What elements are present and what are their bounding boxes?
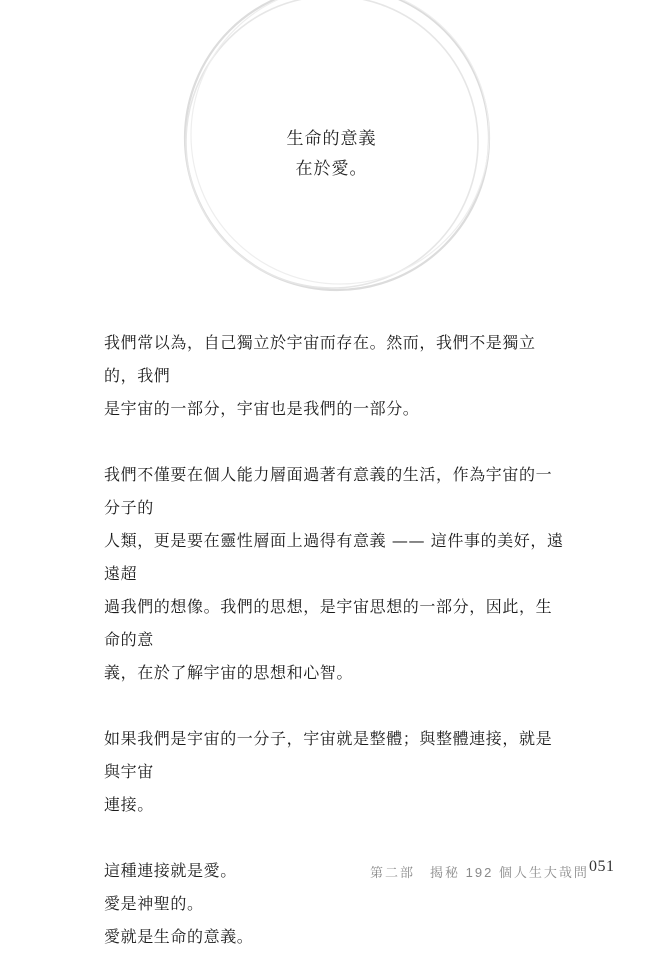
page-number: 051 (589, 858, 615, 875)
heading-line-1: 生命的意義 (286, 129, 377, 149)
paragraph-3 (104, 722, 564, 821)
closing-line-3: 愛就是生命的意義。 (104, 927, 254, 946)
paragraph-1-line-1: 我們常以為，自己獨立於宇宙而存在。然而，我們不是獨立的，我們 (104, 333, 536, 385)
closing-line-2: 愛是神聖的。 (104, 894, 204, 913)
paragraph-2-line-3: 過我們的想像。我們的思想，是宇宙思想的一部分，因此，生命的意 (104, 597, 553, 649)
paragraph-2-line-4: 義，在於了解宇宙的思想和心智。 (104, 663, 354, 682)
body-text-block (104, 326, 564, 953)
paragraph-2-line-2: 人類，更是要在靈性層面上過得有意義 —— 這件事的美好，遠遠超 (104, 531, 564, 583)
closing-line-1: 這種連接就是愛。 (104, 861, 237, 880)
paragraph-2-line-1: 我們不僅要在個人能力層面過著有意義的生活，作為宇宙的一分子的 (104, 465, 553, 517)
paragraph-1 (104, 326, 564, 425)
paragraph-3-line-2: 連接。 (104, 795, 154, 814)
paragraph-1-line-2: 是宇宙的一部分，宇宙也是我們的一部分。 (104, 399, 420, 418)
paragraph-2 (104, 458, 564, 689)
heading-line-2: 在於愛。 (295, 159, 368, 179)
paragraph-3-line-1: 如果我們是宇宙的一分子，宇宙就是整體；與整體連接，就是與宇宙 (104, 729, 553, 781)
running-footer-section-title: 第二部 揭秘 192 個人生大哉問 (370, 865, 589, 880)
